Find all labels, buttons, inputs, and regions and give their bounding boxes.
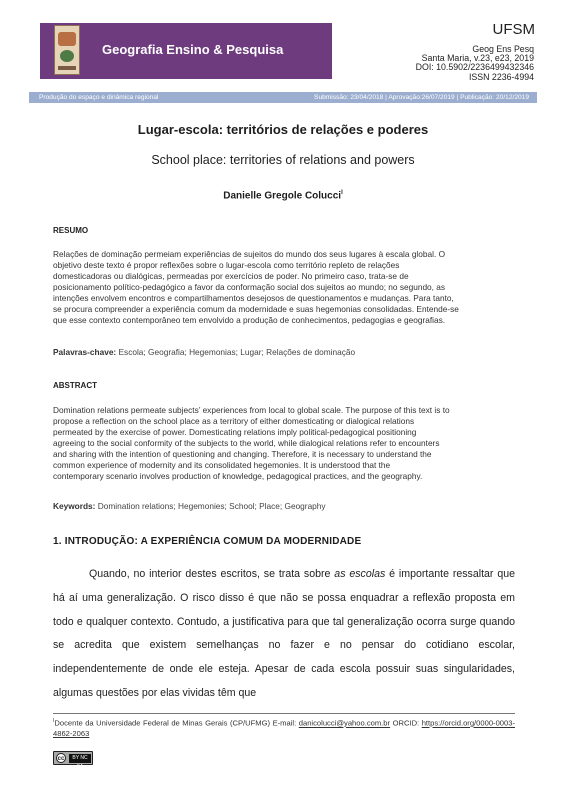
keywords-label: Keywords: — [53, 501, 96, 511]
body-italic: as escolas — [334, 568, 386, 580]
license-text: BY NC SA — [69, 754, 91, 763]
footnote-text: Docente da Universidade Federal de Minas Gerais (CP/UFMG) E-mail: — [54, 718, 299, 728]
publication-dates: Submissão: 23/04/2018 | Aprovação:26/07/2019 | Publicação: 20/12/2019 — [314, 94, 529, 101]
meta-line: Santa Maria, v.23, e23, 2019 — [421, 53, 534, 64]
resumo-line: se procura compreender a experiência comum da modernidade e suas hegemonias consolidadas. Entende-se — [53, 304, 459, 314]
university-name: UFSM — [492, 21, 535, 38]
abstract-line: contemporary scenario involves production of knowledge, pedagogical practices, and the geography. — [53, 471, 423, 481]
resumo-line: objetivo deste texto é propor reflexões sobre o lugar-escola como território repleto de relações — [53, 260, 400, 270]
info-bar — [29, 92, 537, 103]
author-footnote-mark: I — [341, 190, 343, 196]
cc-icon: cc — [56, 753, 66, 763]
orcid-label: ORCID: — [390, 718, 422, 728]
footnote-mark: I — [53, 718, 55, 724]
article-subtitle: School place: territories of relations and powers — [151, 153, 415, 167]
resumo-line: posicionamento político-pedagógico a favor da conformação social dos sujeitos ao mundo; no segundo, as — [53, 282, 446, 292]
abstract-line: propose a reflection on the school place as a territory of either domesticating or dialogical relations — [53, 416, 415, 426]
license-badge[interactable] — [53, 751, 93, 770]
resumo-keywords — [53, 347, 355, 357]
keywords-values: Domination relations; Hegemonies; School; Place; Geography — [95, 501, 326, 511]
resumo-line: que esse contexto contemporâneo tem envolvido a produção de conhecimentos, pedagogias e geografias. — [53, 315, 446, 325]
abstract-line: and sharing with the intention of questioning and changing. Therefore, it is necessary to understand the — [53, 449, 432, 459]
article-title: Lugar-escola: territórios de relações e poderes — [137, 122, 429, 137]
abstract-line: permeated by the exercise of power. Domesticating relations imply political-pedagogical positioning — [53, 427, 417, 437]
journal-name: Geografia Ensino & Pesquisa — [102, 42, 284, 57]
abstract-line: agreeing to the social conformity of the subjects to the world, while dialogical relations refer to encounters — [53, 438, 440, 448]
footnote-divider — [53, 713, 515, 714]
meta-line: Geog Ens Pesq — [472, 44, 534, 54]
section-heading: 1. INTRODUÇÃO: A EXPERIÊNCIA COMUM DA MODERNIDADE — [53, 536, 362, 547]
journal-meta — [314, 45, 534, 82]
body-text: Quando, no interior destes escritos, se trata sobre — [89, 568, 335, 580]
abstract-line: Domination relations permeate subjects’ experiences from local to global scale. The purpose of this text is to — [53, 405, 450, 415]
keywords-values: Escola; Geografia; Hegemonias; Lugar; Relações de dominação — [116, 347, 356, 357]
journal-logo — [54, 25, 80, 75]
orcid-link[interactable]: https://orcid.org/0000-0003-4862-2063 — [53, 718, 515, 738]
body-paragraph — [53, 563, 515, 706]
meta-line: ISSN 2236-4994 — [468, 71, 534, 82]
resumo-line: domesticadoras ou dialógicas, permeadas por exercícios de poder. No primeiro caso, trata-se de — [53, 271, 409, 281]
body-text: é importante ressaltar que há aí uma generalização. O risco disso é que não se possa enquadrar a reflexão proposta em todo e qualquer contexto. Contudo, a justificativa para que tal generalização ocorra surge quando se acredita que existem semelhanças no fazer e no pensar do cotidiano escolar, independentemente de onde ele esteja. Apesar de cada escola possuir suas singularidades, algumas questões por elas vividas têm que — [53, 568, 515, 699]
abstract-text — [53, 405, 527, 482]
resumo-line: Relações de dominação permeiam experiências de sujeitos do mundo dos seus lugares à escala global. O — [53, 249, 446, 259]
abstract-heading: ABSTRACT — [53, 381, 97, 390]
resumo-text — [53, 249, 527, 326]
abstract-line: common experience of modernity and its consolidated hegemonies. It is understood that the — [53, 460, 391, 470]
abstract-keywords — [53, 501, 326, 511]
meta-line: DOI: 10.5902/2236499432346 — [415, 62, 534, 73]
resumo-heading: RESUMO — [53, 226, 89, 235]
author-name — [0, 190, 566, 201]
resumo-line: intenções envolvem encontros e compartilhamentos desejosos de questionamentos e mudanças. Para tanto, — [53, 293, 454, 303]
keywords-label: Palavras-chave: — [53, 347, 117, 357]
footnote — [53, 716, 515, 739]
author-text: Danielle Gregole Colucci — [223, 190, 342, 202]
email-link[interactable]: danicolucci@yahoo.com.br — [298, 718, 391, 728]
section-label: Produção do espaço e dinâmica regional — [39, 94, 159, 101]
